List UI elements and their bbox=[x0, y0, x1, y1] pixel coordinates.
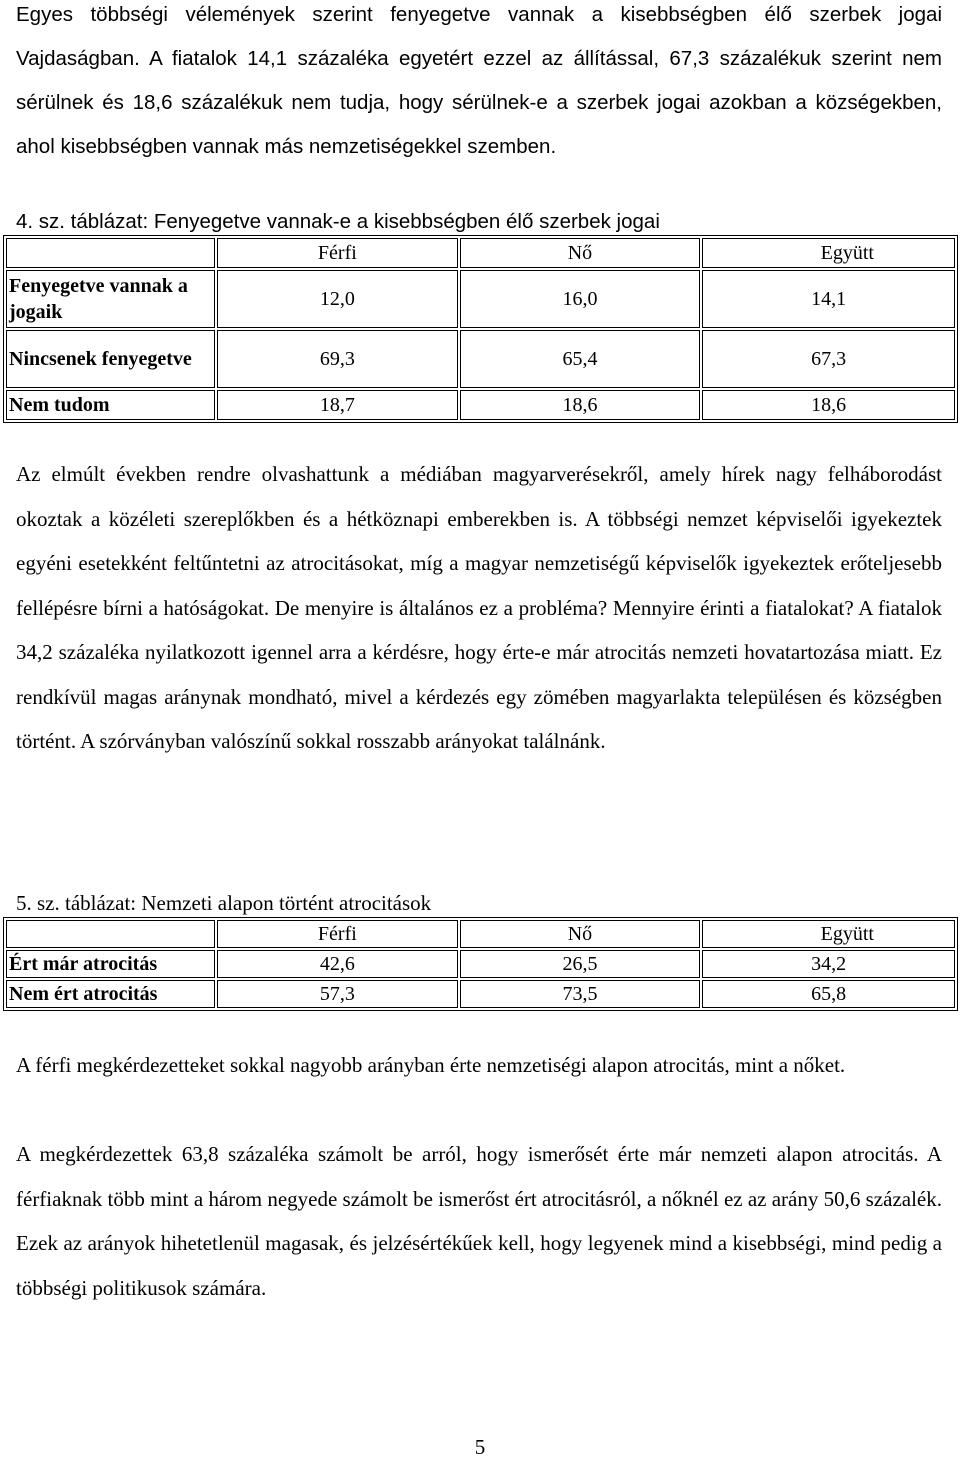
table5-header-ferfi: Férfi bbox=[217, 920, 458, 948]
table4-row-label: Nincsenek fenyegetve bbox=[6, 330, 215, 388]
table5-cell: 65,8 bbox=[702, 980, 955, 1008]
table4-cell: 18,6 bbox=[702, 390, 955, 420]
table4-header-row bbox=[6, 238, 955, 268]
table5-cell: 42,6 bbox=[217, 950, 458, 978]
table4-caption: 4. sz. táblázat: Fenyegetve vannak-e a kisebbségben élő szerbek jogai bbox=[16, 210, 660, 233]
paragraph-acquaintances: A megkérdezettek 63,8 százaléka számolt be arról, hogy ismerősét érte már nemzeti alapon atrocitás. A férfiaknak több mint a három negyede számolt be ismerőst ért atrocitásról, a nőknél ez az arány 50,6 százalék. Ezek az arányok hihetetlenül magasak, és jelzésértékűek kell, hogy legyenek mind a kisebbségi, mind pedig a többségi politikusok számára. bbox=[16, 1142, 942, 1300]
paragraph-atrocities-intro: Az elmúlt években rendre olvashattunk a médiában magyarverésekről, amely hírek nagy felháborodást okoztak a közéleti szereplőkben és a hétköznapi emberekben is. A többségi nemzet képviselői igyekeztek egyéni esetekként feltűntetni az atrocitásokat, míg a magyar nemzetiségű képviselők igyekeztek erőteljesebb fellépésre bírni a hatóságokat. De menyire is általános ez a probléma? Mennyire érinti a fiatalokat? A fiatalok 34,2 százaléka nyilatkozott igennel arra a kérdésre, hogy érte-e már atrocitás nemzeti hovatartozása miatt. Ez rendkívül magas aránynak mondható, mivel a kérdezés egy zömében magyarlakta településen és községben történt. A szórványban valószínű sokkal rosszabb arányokat találnánk. bbox=[16, 462, 942, 753]
table-row bbox=[6, 950, 955, 978]
table5-cell: 26,5 bbox=[460, 950, 701, 978]
table5-header-no: Nő bbox=[460, 920, 701, 948]
table4-row-label: Nem tudom bbox=[6, 390, 215, 420]
table4-row-label: Fenyegetve vannak a jogaik bbox=[6, 270, 215, 328]
table-row bbox=[6, 980, 955, 1008]
paragraph-serb-rights: Egyes többségi vélemények szerint fenyegetve vannak a kisebbségben élő szerbek jogai Vajdaságban. A fiatalok 14,1 százaléka egyetért ezzel az állítással, 67,3 százalékuk szerint nem sérülnek és 18,6 százalékuk nem tudja, hogy sérülnek-e a szerbek jogai azokban a községekben, ahol kisebbségben vannak más nemzetiségekkel szemben. bbox=[16, 3, 942, 158]
table4-cell: 18,7 bbox=[217, 390, 458, 420]
table4-header-no: Nő bbox=[460, 238, 701, 268]
table4-header-egyutt: Együtt bbox=[702, 238, 955, 268]
table4-cell: 14,1 bbox=[702, 270, 955, 328]
table5-header-row bbox=[6, 920, 955, 948]
table4-cell: 16,0 bbox=[460, 270, 701, 328]
table-row bbox=[6, 270, 955, 328]
table4-cell: 67,3 bbox=[702, 330, 955, 388]
table-row bbox=[6, 390, 955, 420]
table5-caption: 5. sz. táblázat: Nemzeti alapon történt atrocitások bbox=[16, 891, 432, 915]
table4-cell: 12,0 bbox=[217, 270, 458, 328]
table4-header-empty bbox=[6, 238, 215, 268]
table4-cell: 69,3 bbox=[217, 330, 458, 388]
table4-cell: 18,6 bbox=[460, 390, 701, 420]
table5-header-egyutt: Együtt bbox=[702, 920, 955, 948]
table5-row-label: Ért már atrocitás bbox=[6, 950, 215, 978]
table5-header-empty bbox=[6, 920, 215, 948]
table4-header-ferfi: Férfi bbox=[217, 238, 458, 268]
table5-cell: 57,3 bbox=[217, 980, 458, 1008]
table5-cell: 34,2 bbox=[702, 950, 955, 978]
table5-row-label: Nem ért atrocitás bbox=[6, 980, 215, 1008]
table-row bbox=[6, 330, 955, 388]
table4-cell: 65,4 bbox=[460, 330, 701, 388]
paragraph-men-vs-women: A férfi megkérdezetteket sokkal nagyobb arányban érte nemzetiségi alapon atrocitás, mint a nőket. bbox=[16, 1053, 846, 1077]
table4 bbox=[3, 235, 958, 423]
table5 bbox=[3, 917, 958, 1011]
page-number: 5 bbox=[474, 1435, 486, 1459]
table5-cell: 73,5 bbox=[460, 980, 701, 1008]
